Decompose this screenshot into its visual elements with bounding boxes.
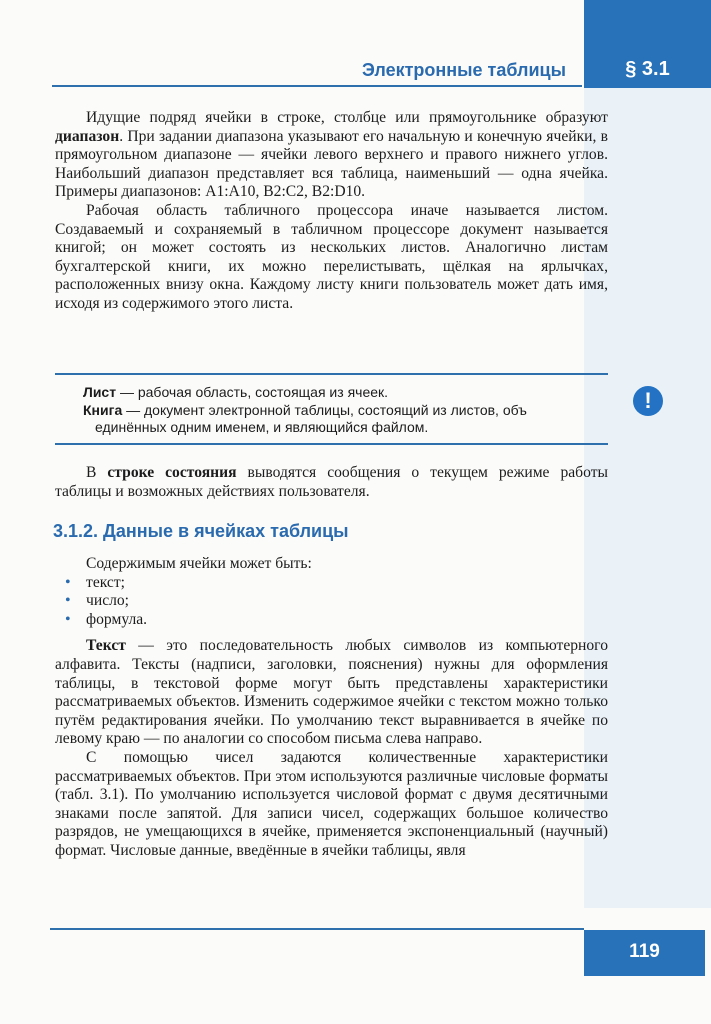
list-item: • число; [65,592,130,610]
content-type-list [55,574,608,630]
footer-rule [50,928,584,930]
paragraph-status-bar: В строке состояния выводятся сообщения о текущем режиме работы таблицы и возможных действиях пользователя. [55,464,608,500]
section-tab [584,0,711,88]
bullet-icon: • [65,592,71,610]
definition-top-rule [55,373,608,375]
definition-book: Книга — документ электронной таблицы, состоящий из листов, объ [83,401,527,418]
term-text: Текст [86,637,126,655]
exclamation-icon: ! [633,386,663,416]
header-rule [52,85,582,87]
paragraph-range: Идущие подряд ячейки в строке, столбце или прямоугольнике образуют диапазон. При задании диапазона указывают его начальную и конечную ячейки, в прямоугольном диапазоне — ячейки левого верхнего и правого нижнего углов. Наибольший диапазон представляет вся таблица, наименьший — одна ячейка. Примеры диапазонов: А1:А10, В2:С2, В2:D10. [55,109,608,201]
section-number: § 3.1 [625,58,670,80]
bullet-icon: • [65,573,71,591]
term-range: диапазон [55,127,120,145]
bullet-icon: • [65,610,71,628]
subsection-heading: 3.1.2. Данные в ячейках таблицы [53,521,349,541]
definition-box [55,373,608,445]
paragraph-numbers: С помощью чисел задаются количественные характеристики рассматриваемых объектов. При этом используются различные числовые форматы (табл. 3.1). По умолчанию используется числовой формат с двумя десятичными знаками после запятой. Для записи чисел, содержащих большое количество разрядов, не умещающихся в ячейке, применяется экспоненциальный (научный) формат. Числовые данные, введённые в ячейки таблицы, явля [55,748,608,859]
page-number-box [584,930,705,976]
paragraph-worksheet: Рабочая область табличного процессора иначе называется листом. Создаваемый и сохраняемый в табличном процессоре документ называется книгой; он может состоять из нескольких листов. Аналогично листам бухгалтерской книги, их можно перелистывать, щёлкая на ярлычках, расположенных внизу окна. Каждому листу книги пользователь может дать имя, исходя из содержимого этого листа. [55,201,608,312]
running-header-title: Электронные таблицы [362,60,566,80]
paragraph-text: Текст — это последовательность любых символов из компьютерного алфавита. Тексты (надписи, заголовки, пояснения) нужны для оформления таблицы, в текстовой форме могут быть представлены характеристики рассматриваемых объектов. Изменить содержимое ячейки с текстом можно только путём редактирования ячейки. По умолчанию текст выравнивается в ячейке по левому краю — по аналогии со способом письма слева направо. [55,637,608,748]
body-text-upper [55,109,608,314]
definition-sheet: Лист — рабочая область, состоящая из ячеек. [83,384,389,400]
body-text-lower [55,555,608,861]
page-number: 119 [629,941,660,962]
body-text-status [55,464,608,501]
definition-book-cont: единённых одним именем, и являющийся файлом. [95,419,429,435]
definition-text [83,384,603,437]
list-intro: Содержимым ячейки может быть: [86,555,312,572]
term-status-bar: строке состояния [107,464,237,481]
definition-bottom-rule [55,443,608,445]
list-item: • текст; [65,573,125,591]
list-item: • формула. [65,610,148,628]
